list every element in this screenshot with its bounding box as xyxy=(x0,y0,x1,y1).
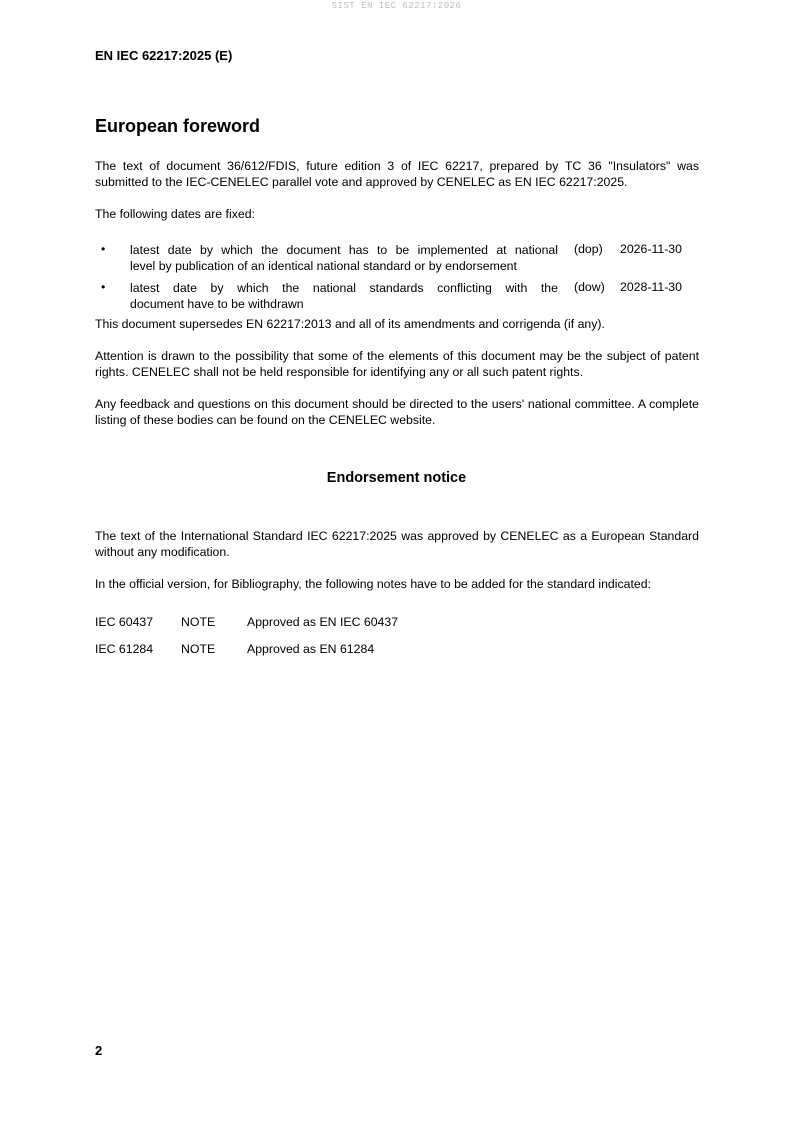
foreword-intro: The text of document 36/612/FDIS, future edition 3 of IEC 62217, prepared by TC 36 "Insulators" was submitted to the IEC-CENELEC parallel vote and approved by CENELEC as EN IEC 62217:2025. xyxy=(95,159,699,189)
bibliography-label: NOTE xyxy=(181,615,216,629)
date-item-dop-abbr: (dop) xyxy=(574,242,603,256)
dates-intro: The following dates are fixed: xyxy=(95,207,255,221)
document-id: EN IEC 62217:2025 (E) xyxy=(95,48,233,63)
date-item-dop-date: 2026-11-30 xyxy=(620,242,682,256)
bibliography-note: Approved as EN IEC 60437 xyxy=(247,615,399,629)
date-item-dow-line2: document have to be withdrawn xyxy=(130,297,304,311)
date-item-dow-abbr: (dow) xyxy=(574,280,605,294)
date-item-dop-line2: level by publication of an identical national standard or by endorsement xyxy=(130,259,517,273)
bullet-icon: • xyxy=(101,242,106,256)
date-item-dow-date: 2028-11-30 xyxy=(620,280,682,294)
supersedes-paragraph: This document supersedes EN 62217:2013 and all of its amendments and corrigenda (if any). xyxy=(95,317,605,331)
bibliography-label: NOTE xyxy=(181,642,216,656)
patent-paragraph: Attention is drawn to the possibility that some of the elements of this document may be the subject of patent rights. CENELEC shall not be held responsible for identifying any or all such patent rights. xyxy=(95,349,699,379)
bullet-icon: • xyxy=(101,280,106,294)
bibliography-note: Approved as EN 61284 xyxy=(247,642,375,656)
bibliography-standard: IEC 60437 xyxy=(95,615,154,629)
foreword-heading: European foreword xyxy=(95,116,261,136)
bibliography-intro: In the official version, for Bibliography, the following notes have to be added for the standard indicated: xyxy=(95,577,651,591)
endorsement-heading: Endorsement notice xyxy=(326,470,467,486)
feedback-paragraph: Any feedback and questions on this document should be directed to the users' national committee. A complete listing of these bodies can be found on the CENELEC website. xyxy=(95,397,699,427)
bibliography-standard: IEC 61284 xyxy=(95,642,154,656)
page-number: 2 xyxy=(95,1043,103,1058)
endorsement-text: The text of the International Standard IEC 62217:2025 was approved by CENELEC as a European Standard without any modification. xyxy=(95,529,699,559)
date-item-dop-line1: latest date by which the document has to be implemented at national xyxy=(130,243,558,257)
date-item-dow-line1: latest date by which the national standards conflicting with the xyxy=(130,281,558,295)
watermark: SIST EN IEC 62217:2026 xyxy=(331,1,462,11)
